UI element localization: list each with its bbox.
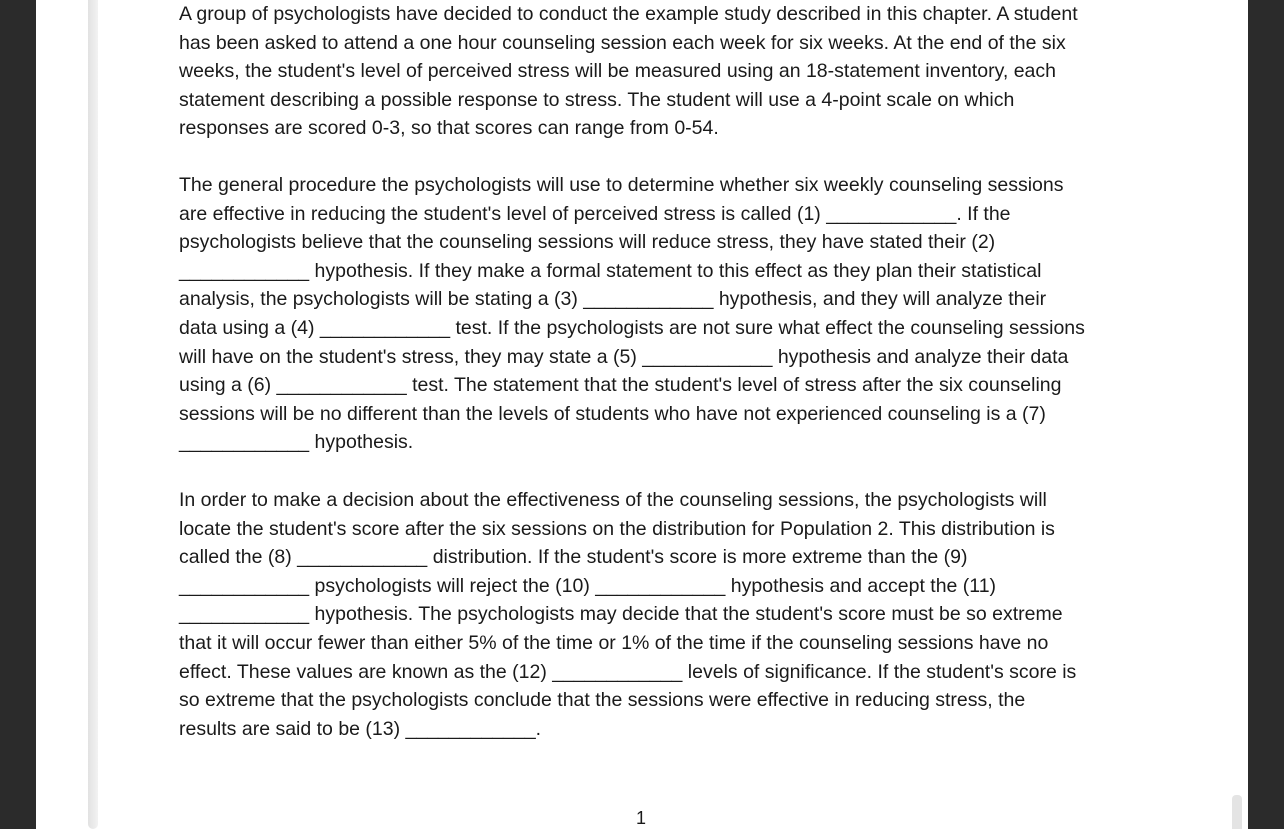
page-edge-left xyxy=(88,0,98,829)
paragraph-decision: In order to make a decision about the effectiveness of the counseling sessions, the psychologists will locate the student's score after the six sessions on the distribution for Population 2. This distribution is called the (8) ____________ distribution. If the student's score is more extreme than the (9) ____________ psychologists will reject the (10) ____________ hypothesis and accept the (11) ____________ hypothesis. The psychologists may decide that the student's score must be so extreme that it will occur fewer than either 5% of the time or 1% of the time if the counseling sessions have no effect. These values are known as the (12) ____________ levels of significance. If the student's score is so extreme that the psychologists conclude that the sessions were effective in reducing stress, the results are said to be (13) ____________. xyxy=(179,489,1077,740)
paragraph-hypotheses: The general procedure the psychologists will use to determine whether six weekly counseling sessions are effective in reducing the student's level of perceived stress is called (1) ____________. If the psychologists believe that the counseling sessions will reduce stress, they have stated their (2) ____________ hypothesis. If they make a formal statement to this effect as they plan their statistical analysis, the psychologists will be stating a (3) ____________ hypothesis, and they will analyze their data using a (4) ____________ test. If the psychologists are not sure what effect the counseling sessions will have on the student's stress, they may state a (5) ____________ hypothesis and analyze their data using a (6) ____________ test. The statement that the student's level of stress after the six counseling sessions will be no different than the levels of students who have not experienced counseling is a (7) ____________ hypothesis. xyxy=(179,174,1085,454)
page-edge-right xyxy=(1232,795,1242,829)
page-number: 1 xyxy=(635,808,646,828)
document-page xyxy=(36,0,1248,829)
paragraph-intro: A group of psychologists have decided to conduct the example study described in this chapter. A student has been asked to attend a one hour counseling session each week for six weeks. At the end of the six weeks, the student's level of perceived stress will be measured using an 18-statement inventory, each statement describing a possible response to stress. The student will use a 4-point scale on which responses are scored 0-3, so that scores can range from 0-54. xyxy=(179,3,1078,140)
